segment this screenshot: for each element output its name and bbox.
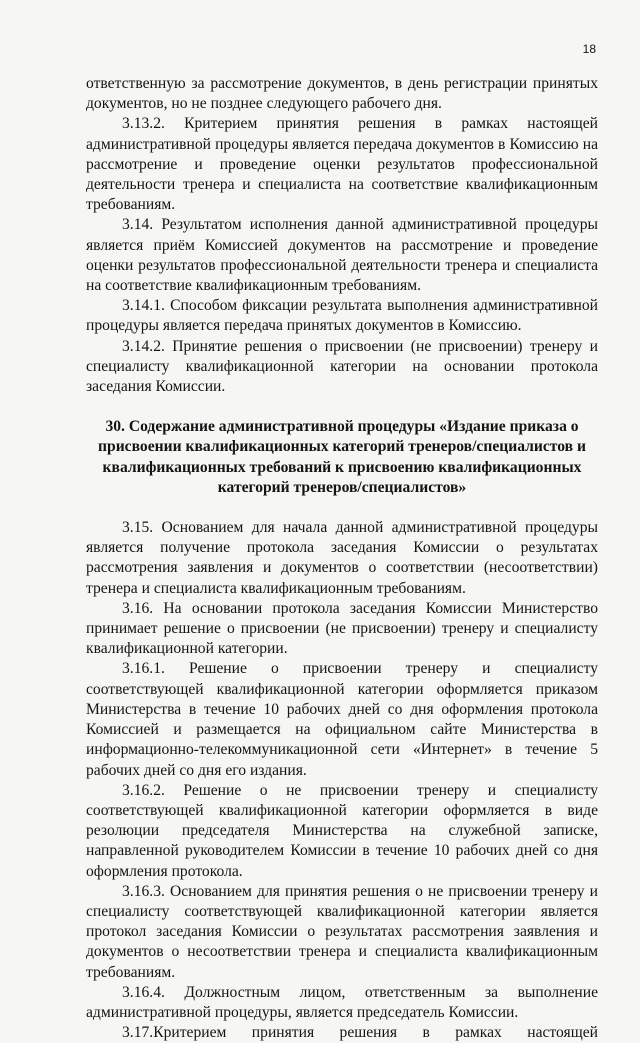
paragraph-3-14-2: 3.14.2. Принятие решения о присвоении (не присвоении) тренеру и специалисту квалификационной категории на основании протокола заседания Комиссии. [86, 337, 598, 396]
page-number: 18 [582, 42, 596, 56]
paragraph-3-14: 3.14. Результатом исполнения данной административной процедуры является приём Комиссией документов на рассмотрение и проведение оценки результатов профессиональной деятельности тренера и специалиста на соответствие квалификационным требованиям. [86, 216, 598, 295]
paragraph-3-16-2: 3.16.2. Решение о не присвоении тренеру и специалисту соответствующей квалификационной категории оформляется в виде резолюции председателя Министерства на служебной записке, направленной руководителем Комиссии в течение 10 рабочих дней со дня оформления протокола. [86, 781, 598, 880]
paragraph-3-16-3: 3.16.3. Основанием для принятия решения о не присвоении тренеру и специалисту соответствующей квалификационной категории является протокол заседания Комиссии о результатах рассмотрения заявления и документов о несоответствии тренера и специалиста квалификационным требованиям. [86, 882, 598, 981]
paragraph-continuation: ответственную за рассмотрение документов, в день регистрации принятых документов, но не позднее следующего рабочего дня. [86, 75, 598, 113]
paragraph-3-17-start: 3.17.Критерием принятия решения в рамках настоящей [122, 1024, 598, 1042]
paragraph-3-16: 3.16. На основании протокола заседания Комиссии Министерство принимает решение о присвоении (не присвоении) тренеру и специалисту квалификационной категории. [86, 599, 598, 658]
section-heading: 30. Содержание административной процедуры «Издание приказа о присвоении квалификационных категорий тренеров/специалистов и квалификационных требований к присвоению квалификационных категорий тренеров/специалистов» [98, 418, 586, 496]
paragraph-3-15: 3.15. Основанием для начала данной административной процедуры является получение протокола заседания Комиссии о результатах рассмотрения заявления и документов о соответствии (несоответствии) тренера и специалиста квалификационным требованиям. [86, 519, 598, 597]
paragraph-3-16-4: 3.16.4. Должностным лицом, ответственным за выполнение административной процедуры, является председатель Комиссии. [86, 983, 598, 1021]
paragraph-3-13-2: 3.13.2. Критерием принятия решения в рамках настоящей административной процедуры является передача документов в Комиссию на рассмотрение и проведение оценки результатов профессиональной деятельности тренера и специалиста на соответствие квалификационным требованиям. [86, 115, 598, 214]
paragraph-3-14-1: 3.14.1. Способом фиксации результата выполнения административной процедуры является передача принятых документов в Комиссию. [86, 297, 598, 335]
paragraph-3-16-1: 3.16.1. Решение о присвоении тренеру и специалисту соответствующей квалификационной категории оформляется приказом Министерства в течение 10 рабочих дней со дня оформления протокола Комиссией и размещается на официальном сайте Министерства в информационно-телекоммуникационной сети «Интернет» в течение 5 рабочих дней со дня его издания. [86, 660, 598, 779]
